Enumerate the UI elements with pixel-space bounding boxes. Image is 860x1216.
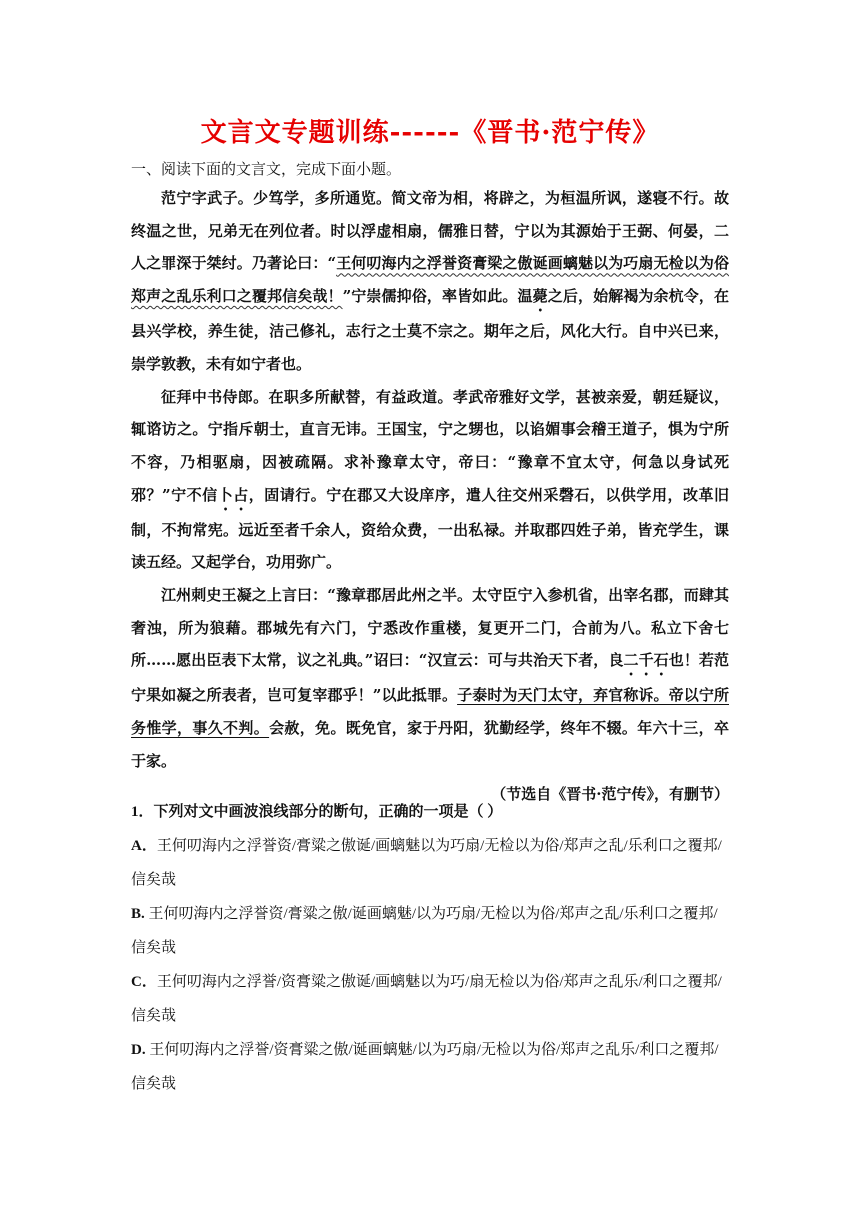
option-letter: C． xyxy=(131,974,157,990)
option-c xyxy=(131,965,729,1033)
option-text: 王何叨海内之浮誉/资膏粱之傲诞/画螭魅以为巧/扇无检以为俗/郑声之乱乐/利口之覆邦/信矣哉 xyxy=(131,974,722,1024)
option-letter: B. xyxy=(131,906,145,922)
option-b xyxy=(131,897,729,965)
option-text: 王何叨海内之浮誉资/膏粱之傲/诞画螭魅/以为巧扇/无检以为俗/郑声之乱/乐利口之覆邦/信矣哉 xyxy=(131,906,718,956)
option-text: 王何叨海内之浮誉资/膏粱之傲诞/画螭魅以为巧扇/无检以为俗/郑声之乱/乐利口之覆邦/信矣哉 xyxy=(131,838,722,888)
passage-paragraph-3: 江州刺史王凝之上言曰：“豫章郡居此州之半。太守臣宁入参机省，出宰名郡，而肆其奢浊，所为狼藉。郡城先有六门，宁悉改作重楼，复更开二门，合前为八。私立下舍七所……愿出臣表下太常，议之礼典。”诏曰：“汉宣云：可与共治天下者，良二千石也！若范宁果如凝之所表者，岂可复宰郡乎！”以此抵罪。子泰时为天门太守，弃官称诉。帝以宁所务惟学，事久不判。会赦，免。既免官，家于丹阳，犹勤经学，终年不辍。年六十三，卒于家。 xyxy=(131,586,729,770)
passage-paragraph-2: 征拜中书侍郎。在职多所献替，有益政道。孝武帝雅好文学，甚被亲爱，朝廷疑议，辄谘访之。宁指斥朝士，直言无讳。王国宝，宁之甥也，以谄媚事会稽王道子，惧为宁所不容，乃相驱扇，因被疏隔。求补豫章太守，帝曰：“豫章不宜太守，何急以身试死邪？”宁不信卜占，固请行。宁在郡又大设庠序，遣人往交州采磬石，以供学用，改革旧制，不拘常宪。远近至者千余人，资给众费，一出私禄。并取郡四姓子弟，皆充学生，课读五经。又起学台，功用弥广。 xyxy=(131,387,729,572)
classical-passage xyxy=(131,182,729,810)
dotted-word: 薨 xyxy=(532,287,548,306)
underlined-sentence: 子泰时为天门太守，弃官称诉。帝以宁所务惟学，事久不判。 xyxy=(131,686,729,738)
dotted-word: 二千石 xyxy=(623,651,669,670)
option-letter: D. xyxy=(131,1042,146,1058)
question-block xyxy=(131,795,729,1101)
option-a xyxy=(131,829,729,897)
wavy-underlined-text: 王何叨海内之浮誉资膏梁之傲诞画螭魅以为巧扇无检以为俗郑声之乱乐利口之覆邦信矣哉！ xyxy=(131,254,729,306)
option-text: 王何叨海内之浮誉/资膏粱之傲/诞画螭魅/以为巧扇/无检以为俗/郑声之乱乐/利口之覆邦/信矣哉 xyxy=(131,1042,719,1092)
option-letter: A． xyxy=(131,838,157,854)
question-stem: 1．下列对文中画波浪线部分的断句，正确的一项是（ ） xyxy=(131,804,503,820)
passage-paragraph-1: 范宁字武子。少笃学，多所通览。简文帝为相，将辟之，为桓温所讽，遂寝不行。故终温之世，兄弟无在列位者。时以浮虚相扇，儒雅日替，宁以为其源始于王弼、何晏，二人之罪深于桀纣。乃著论曰：“王何叨海内之浮誉资膏梁之傲诞画螭魅以为巧扇无检以为俗郑声之乱乐利口之覆邦信矣哉！”宁崇儒抑俗，率皆如此。温薨之后，始解褐为余杭令，在县兴学校，养生徒，洁己修礼，志行之士莫不宗之。期年之后，风化大行。自中兴已来，崇学敦教，未有如宁者也。 xyxy=(131,189,729,373)
dotted-word: 卜占 xyxy=(217,485,249,504)
option-d xyxy=(131,1033,729,1101)
page-title: 文言文专题训练------《晋书·范宁传》 xyxy=(200,118,660,148)
section-intro: 一、阅读下面的文言文，完成下面小题。 xyxy=(131,160,402,178)
passage-source: （节选自《晋书·范宁传》，有删节） xyxy=(491,784,729,803)
